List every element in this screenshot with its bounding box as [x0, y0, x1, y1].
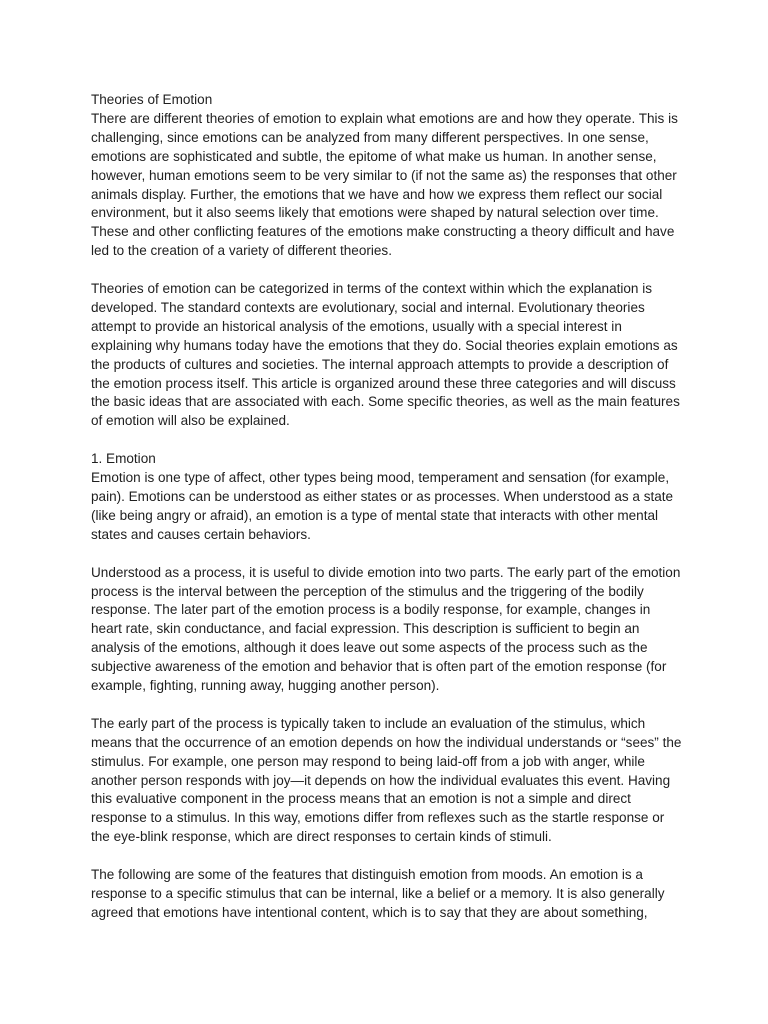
paragraph-spacer — [91, 431, 683, 450]
section-paragraph: Emotion is one type of affect, other types being mood, temperament and sensation (for example, pain). Emotions can be understood as either states or as processes. When understood as a state (like being angry or afraid), an emotion is a type of mental state that interacts with other mental states and causes certain behaviors. — [91, 470, 674, 542]
paragraph-spacer — [91, 261, 683, 280]
process-paragraph: Understood as a process, it is useful to divide emotion into two parts. The early part of the emotion process is the interval between the perception of the stimulus and the triggering of the bodily response. The later part of the emotion process is a bodily response, for example, changes in heart rate, skin conductance, and facial expression. This description is sufficient to begin an analysis of the emotions, although it does leave out some aspects of the process such as the subjective awareness of the emotion and behavior that is often part of the emotion response (for example, fighting, running away, hugging another person). — [91, 564, 681, 694]
early-part-paragraph: The early part of the process is typically taken to include an evaluation of the stimulus, which means that the occurrence of an emotion depends on how the individual understands or “sees” the stimulus. For example, one person may respond to being laid-off from a job with anger, while another person responds with joy—it depends on how the individual evaluates this event. Having this evaluative component in the process means that an emotion is not a simple and direct response to a stimulus. In this way, emotions differ from reflexes such as the startle response or the eye-blink response, which are direct responses to certain kinds of stimuli. — [91, 715, 682, 845]
document-title: Theories of Emotion — [91, 92, 213, 107]
section-heading: 1. Emotion — [91, 451, 156, 467]
paragraph-spacer — [91, 545, 683, 564]
paragraph-spacer — [91, 847, 683, 866]
features-paragraph: The following are some of the features that distinguish emotion from moods. An emotion is a response to a specific stimulus that can be internal, like a belief or a memory. It is also generally agreed that emotions have intentional content, which is to say that they are about something, — [91, 867, 665, 920]
categories-paragraph: Theories of emotion can be categorized in terms of the context within which the explanation is developed. The standard contexts are evolutionary, social and internal. Evolutionary theories attempt to provide an historical analysis of the emotions, usually with a special interest in explaining why humans today have the emotions that they do. Social theories explain emotions as the products of cultures and societies. The internal approach attempts to provide a description of the emotion process itself. This article is organized around these three categories and will discuss the basic ideas that are associated with each. Some specific theories, as well as the main features of emotion will also be explained. — [91, 281, 680, 429]
paragraph-spacer — [91, 696, 683, 715]
document-body — [91, 91, 683, 923]
intro-paragraph: There are different theories of emotion to explain what emotions are and how they operate. This is challenging, since emotions can be analyzed from many different perspectives. In one sense, emotions are sophisticated and subtle, the epitome of what make us human. In another sense, however, human emotions seem to be very similar to (if not the same as) the responses that other animals display. Further, the emotions that we have and how we express them reflect our social environment, but it also seems likely that emotions were shaped by natural selection over time. These and other conflicting features of the emotions make constructing a theory difficult and have led to the creation of a variety of different theories. — [91, 110, 678, 259]
